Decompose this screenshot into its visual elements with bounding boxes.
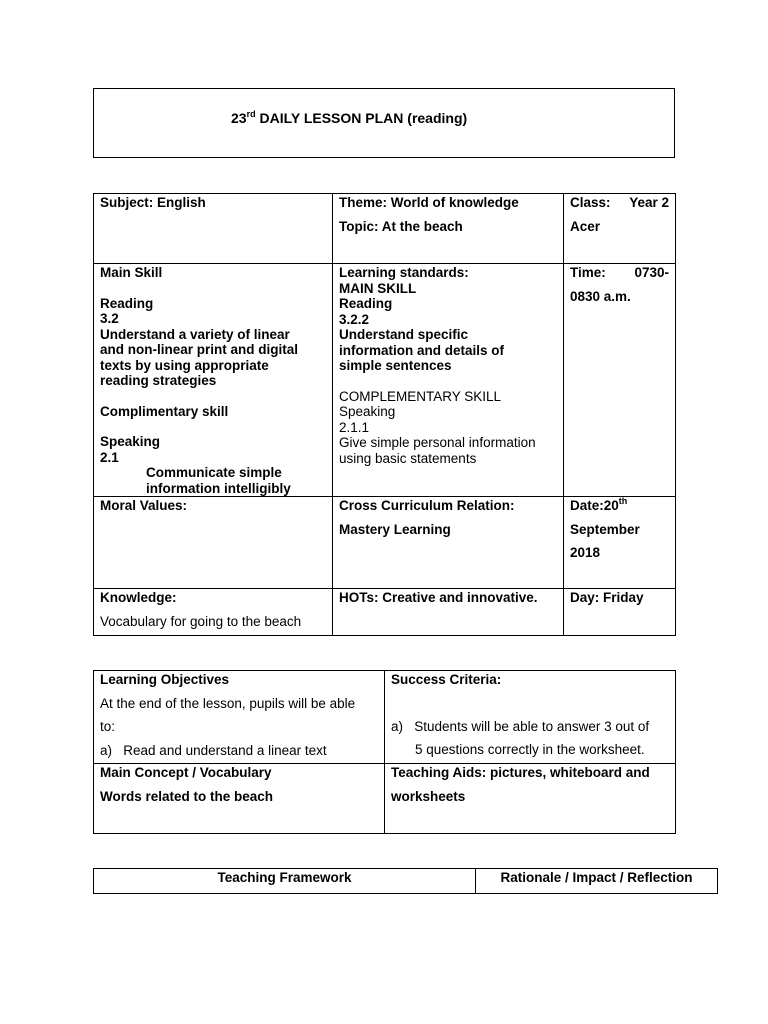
- teaching-aids-cell: [385, 764, 676, 834]
- learning-objectives-heading: Learning Objectives: [100, 672, 230, 687]
- moral-values-cell: [94, 497, 333, 589]
- objectives-line: to:: [100, 719, 116, 734]
- title-suffix: rd: [246, 109, 256, 119]
- main-skill-line: reading strategies: [100, 373, 217, 388]
- success-text: Students will be able to answer 3 out of: [414, 718, 650, 734]
- complementary-skill-code: 2.1.1: [339, 419, 370, 435]
- main-skill-name: Reading: [100, 295, 154, 311]
- lesson-info-table: [93, 193, 676, 636]
- main-skill-line: Understand a variety of linear: [100, 326, 290, 342]
- complimentary-skill-heading: Complimentary skill: [100, 403, 229, 419]
- complementary-skill-line: using basic statements: [339, 450, 477, 466]
- main-skill-line: texts by using appropriate: [100, 357, 269, 373]
- knowledge-cell: [94, 589, 333, 636]
- main-skill-label: MAIN SKILL: [339, 280, 417, 296]
- main-skill-line: and non-linear print and digital: [100, 342, 298, 357]
- subject-cell: [94, 194, 333, 264]
- time-line: [570, 265, 669, 281]
- topic: Topic: At the beach: [339, 218, 463, 234]
- cross-curriculum-cell: [333, 497, 564, 589]
- moral-values: Moral Values:: [100, 498, 188, 513]
- title-box: [93, 88, 675, 158]
- hots-cell: [333, 589, 564, 636]
- main-skill-cell: [94, 264, 333, 497]
- date-label: Date:20: [570, 498, 619, 513]
- objectives-line: At the end of the lesson, pupils will be able: [100, 695, 356, 711]
- lesson-plan-title: [231, 110, 467, 126]
- day-cell: [564, 589, 676, 636]
- objective-item: [100, 743, 378, 759]
- time-value: 0730-: [634, 265, 669, 280]
- main-concept-cell: [94, 764, 385, 834]
- framework-table: [93, 868, 718, 894]
- cross-curriculum: Cross Curriculum Relation:: [339, 498, 515, 513]
- table-row: [94, 671, 676, 764]
- framework-header-cell: [94, 869, 476, 894]
- rationale-header-cell: [476, 869, 718, 894]
- standard-line: information and details of: [339, 342, 505, 358]
- table-row: [94, 589, 676, 636]
- standard-code: 3.2.2: [339, 311, 370, 327]
- success-criteria-cell: [385, 671, 676, 764]
- date-year: 2018: [570, 545, 601, 560]
- table-row: [94, 869, 718, 894]
- main-skill-heading: Main Skill: [100, 265, 163, 280]
- day: Day: Friday: [570, 590, 644, 605]
- complementary-skill-line: Give simple personal information: [339, 435, 536, 450]
- class-label: Class:: [570, 195, 611, 210]
- subject: Subject: English: [100, 195, 206, 210]
- knowledge-text: Vocabulary for going to the beach: [100, 613, 302, 629]
- teaching-framework-heading: Teaching Framework: [217, 870, 352, 885]
- time-end: 0830 a.m.: [570, 288, 631, 304]
- standard-skill-name: Reading: [339, 296, 393, 311]
- knowledge-heading: Knowledge:: [100, 590, 177, 605]
- main-skill-code: 3.2: [100, 311, 119, 326]
- date-line: [570, 498, 669, 514]
- time-label: Time:: [570, 265, 606, 280]
- complimentary-skill-name: Speaking: [100, 434, 161, 449]
- success-text-line2: 5 questions correctly in the worksheet.: [415, 742, 645, 757]
- title-number: 23: [231, 110, 247, 126]
- success-item: [391, 719, 669, 735]
- standard-line: simple sentences: [339, 358, 452, 373]
- standard-line: Understand specific: [339, 327, 469, 342]
- objectives-table: [93, 670, 676, 834]
- class-name: Acer: [570, 218, 601, 234]
- date-suffix: th: [618, 496, 628, 506]
- date-cell: [564, 497, 676, 589]
- theme-cell: [333, 194, 564, 264]
- table-row: [94, 194, 676, 264]
- class-line: [570, 195, 669, 211]
- theme: Theme: World of knowledge: [339, 195, 519, 210]
- teaching-aids-line: Teaching Aids: pictures, whiteboard and: [391, 765, 650, 780]
- rationale-heading: Rationale / Impact / Reflection: [500, 870, 693, 885]
- table-row: [94, 497, 676, 589]
- date-month: September: [570, 521, 640, 537]
- time-cell: [564, 264, 676, 497]
- learning-objectives-cell: [94, 671, 385, 764]
- class-cell: [564, 194, 676, 264]
- complimentary-skill-line: Communicate simple: [146, 465, 282, 480]
- main-concept-text: Words related to the beach: [100, 788, 274, 804]
- class-value: Year 2: [629, 195, 669, 210]
- teaching-aids-line: worksheets: [391, 788, 466, 804]
- complementary-skill-label: COMPLEMENTARY SKILL: [339, 388, 502, 404]
- complimentary-skill-code: 2.1: [100, 449, 119, 465]
- mastery-learning: Mastery Learning: [339, 521, 451, 537]
- table-row: [94, 264, 676, 497]
- objective-text: Read and understand a linear text: [123, 742, 327, 758]
- complementary-skill-name: Speaking: [339, 404, 396, 419]
- hots: HOTs: Creative and innovative.: [339, 590, 538, 605]
- objective-marker: a): [100, 742, 113, 758]
- complimentary-skill-line: information intelligibly: [146, 480, 291, 496]
- table-row: [94, 764, 676, 834]
- title-text: DAILY LESSON PLAN (reading): [259, 110, 468, 126]
- learning-standards-cell: [333, 264, 564, 497]
- main-concept-heading: Main Concept / Vocabulary: [100, 765, 272, 780]
- success-marker: a): [391, 718, 404, 734]
- success-criteria-heading: Success Criteria:: [391, 672, 502, 687]
- learning-standards-heading: Learning standards:: [339, 265, 469, 280]
